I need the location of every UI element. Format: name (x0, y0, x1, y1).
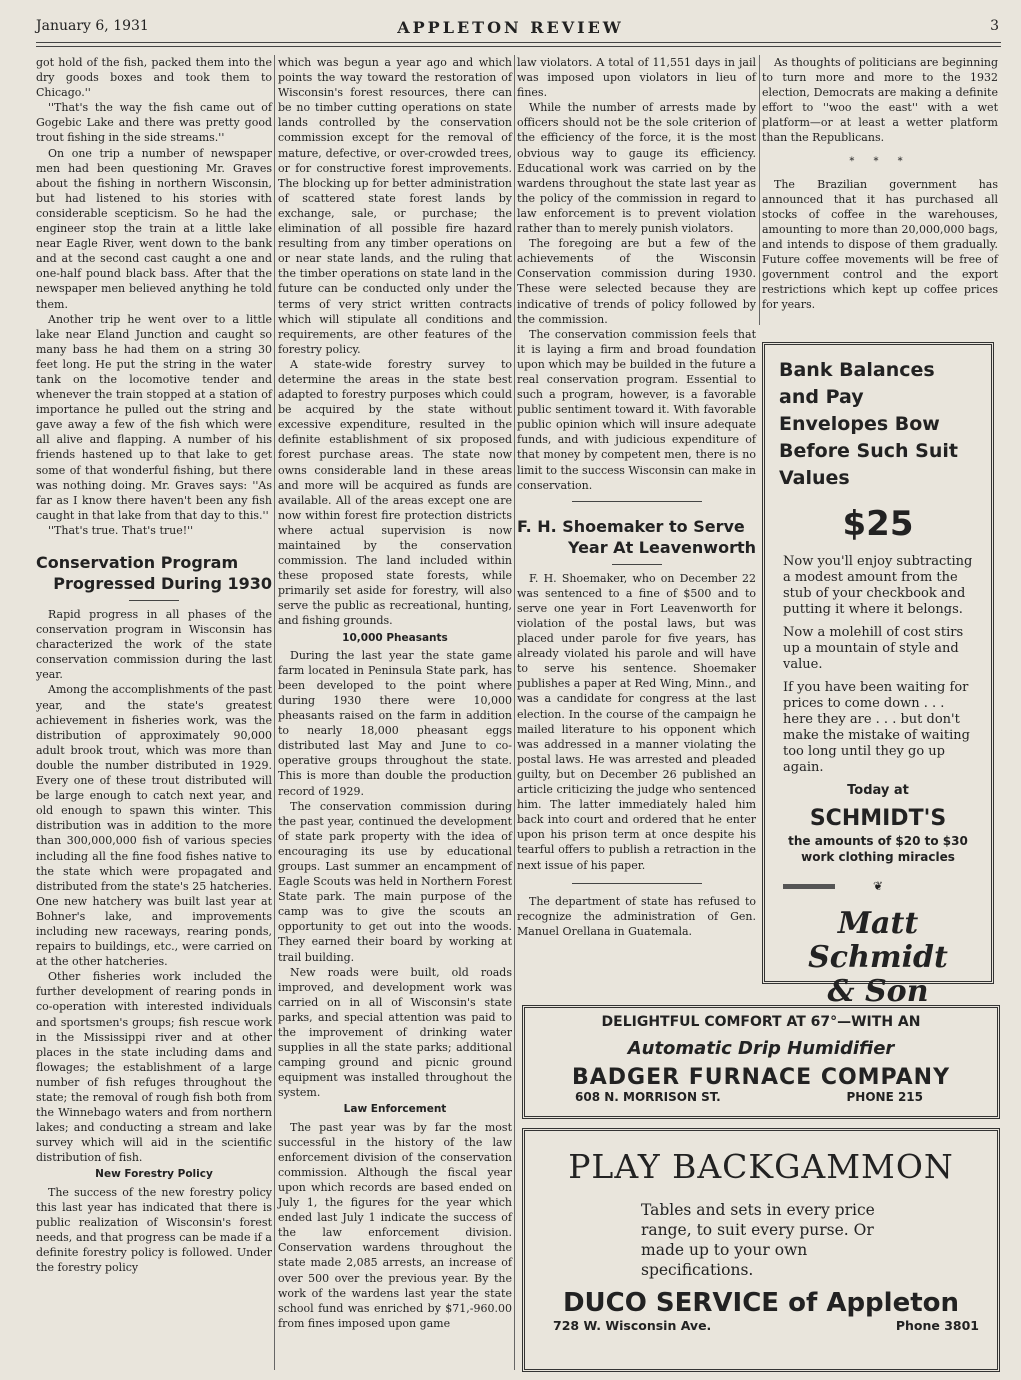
ad-headline: PLAY BACKGAMMON (568, 1147, 954, 1186)
issue-date: January 6, 1931 (36, 18, 149, 34)
column-1 (36, 55, 272, 1275)
ad-company: BADGER FURNACE COMPANY (571, 1065, 951, 1090)
article-paragraph: Other fisheries work included the further development of rearing ponds in co-operation with interested individuals and sportsmen's groups; fish rescue work in the Mississippi river and at other places in the state including dams and flowages; the establishment of a large number of fish refuges throughout the state; the removal of rough fish both from the Winnebago waters and from northern lakes; and conducting a stream and lake survey which will aid in the scientific distribution of fish. (36, 970, 272, 1165)
divider (612, 564, 662, 565)
article-headline (36, 552, 272, 594)
badger-furnace-ad (522, 1005, 1000, 1119)
article-paragraph: Another trip he went over to a little lake near Eland Junction and caught so many bass he had them on a string 30 feet long. He put the string in the water tank on the locomotive tender and whenever the train stopped at a station of importance he pulled out the string and gave away a few of the fish which were all alive and flapping. A number of his friends hastened up to that lake to get some of that wonderful fishing, but there was nothing doing. Mr. Graves says: ''As far as I know there haven't been any fish caught in that lake from that day to this.'' (36, 312, 272, 522)
flourish-icon: ❦ (872, 879, 884, 893)
ad-signature (779, 907, 977, 1009)
ad-product: Automatic Drip Humidifier (627, 1038, 895, 1059)
ad-amounts: the amounts of $20 to $30 work clothing miracles (788, 834, 968, 864)
article-paragraph: Rapid progress in all phases of the conservation program in Wisconsin has characterized the work of the state conservation commission during the last year. (36, 608, 272, 682)
headline-line: Conservation Program (36, 553, 239, 572)
ad-today-at: Today at (847, 783, 909, 798)
ad-address: 608 N. MORRISON ST. (575, 1090, 721, 1104)
ad-line: DELIGHTFUL COMFORT AT 67°—WITH AN (601, 1014, 921, 1030)
article-paragraph: got hold of the fish, packed them into the dry goods boxes and took them to Chicago.'' (36, 56, 272, 100)
duco-backgammon-ad (522, 1128, 1000, 1372)
publication-title: APPLETON REVIEW (397, 18, 624, 37)
page-number: 3 (990, 18, 999, 34)
ad-phone: Phone 3801 (895, 1318, 979, 1333)
article-paragraph: The success of the new forestry policy this last year has indicated that there is public realization of Wisconsin's forest needs, and that progress can be made if a definite forestry policy is followed. Under the forestry policy (36, 1185, 272, 1275)
column-3 (517, 55, 756, 939)
ad-paragraph: Now a molehill of cost stirs up a mountain of style and value. (783, 625, 964, 672)
divider (572, 501, 702, 502)
ornament-bar (783, 884, 835, 889)
article-paragraph: The foregoing are but a few of the achievements of the Wisconsin Conservation commission during 1930. These were selected because they are indicative of trends of policy followed by the commission. (517, 237, 756, 326)
ad-address: 728 W. Wisconsin Ave. (553, 1318, 712, 1333)
header-rule (36, 42, 1001, 43)
ad-store-name: SCHMIDT'S (809, 806, 947, 831)
article-paragraph: ''That's the way the fish came out of Gogebic Lake and there was pretty good trout fishing in the side streams.'' (36, 101, 272, 145)
column-divider (759, 55, 760, 325)
column-divider (274, 55, 275, 1370)
article-headline (517, 516, 756, 558)
headline-line: Progressed During 1930 (53, 574, 272, 593)
article-paragraph: The conservation commission feels that it is laying a firm and broad foundation upon which may be builded in the future a real conservation program. Essential to such a program, however, is a favorable public sentiment toward it. With favorable public opinion which will insure adequate funds, and with judicious expenditure of that money by competent men, there is no limit to the success Wisconsin can make in conservation. (517, 327, 756, 492)
ad-phone: PHONE 215 (846, 1090, 923, 1104)
article-paragraph: A state-wide forestry survey to determine the areas in the state best adapted to forestry purposes which could be acquired by the state without excessive expenditure, resulted in the definite establishment of six proposed forest purchase areas. The state now owns considerable land in these areas and more will be acquired as funds are available. All of the areas except one are now within forest fire protection districts where actual supervision is now maintained by the conservation commission. The land included within these proposed state forests, while primarily set aside for forestry, will also serve the public as recreational, hunting, and fishing grounds. (278, 357, 512, 628)
article-paragraph: While the number of arrests made by officers should not be the sole criterion of the efficiency of the force, it is the most obvious way to gauge its efficiency. Educational work was carried on by the wardens throughout the state last year as the policy of the commission in regard to law enforcement is to prevent violation rather than to merely punish violators. (517, 101, 756, 236)
article-paragraph: F. H. Shoemaker, who on December 22 was sentenced to a fine of $500 and to serve one year in Fort Leavenworth for violation of the postal laws, but was placed under parole for five years, has already violated his parole and will have to serve his sentence. Shoemaker publishes a paper at Red Wing, Minn., and was a candidate for congress at the last election. In the course of the campaign he mailed literature to his opponent which was addressed in a manner violating the postal laws. He was arrested and pleaded guilty, but on December 26 published an article criticizing the judge who sentenced him. The latter immediately haled him back into court and ordered that he enter upon his prison term at once despite his tearful offers to publish a retraction in the next issue of his paper. (517, 571, 756, 872)
article-paragraph: Among the accomplishments of the past year, and the state's greatest achievement in fisheries work, was the distribution of approximately 90,000 adult brook trout, which was more than double the number distributed in 1929. Every one of these trout distributed will be large enough to catch next year, and old enough to spawn this winter. This distribution was in addition to the more than 300,000,000 fish of various species including all the fine food fishes native to the state which were propagated and distributed from the state's 25 hatcheries. One new hatchery was built last year at Bohner's lake, and improvements including new raceways, rearing ponds, repairs to buildings, etc., were carried on at the other hatcheries. (36, 683, 272, 969)
divider (129, 600, 179, 601)
article-paragraph: The Brazilian government has announced that it has purchased all stocks of coffee in the warehouses, amounting to more than 20,000,000 bags, and intends to dispose of them gradually. Future coffee movements will be free of government control and the export restrictions which kept up coffee prices for years. (762, 177, 998, 312)
section-stars: * * * (849, 155, 911, 167)
page-header (0, 0, 1021, 44)
article-paragraph: The department of state has refused to recognize the administration of Gen. Manuel Orellana in Guatemala. (517, 894, 756, 938)
article-paragraph: ''That's true. That's true!'' (48, 523, 194, 537)
column-4 (762, 55, 998, 313)
column-2 (278, 55, 512, 1331)
subheading: Law Enforcement (343, 1103, 447, 1116)
article-paragraph: New roads were built, old roads improved, and development work was carried on in all of Wisconsin's state parks, and special attention was paid to the improvement of drinking water supplies in all the state parks; additional camping ground and picnic ground equipment was installed throughout the system. (278, 965, 512, 1100)
ad-brand: DUCO SERVICE of Appleton (562, 1288, 960, 1318)
ad-paragraph: Now you'll enjoy subtracting a modest amount from the stub of your checkbook and putting it where it belongs. (783, 554, 973, 617)
ad-paragraph: If you have been waiting for prices to come down . . . here they are . . . but don't make the mistake of waiting too long until they go up again. (783, 680, 970, 775)
ornament (783, 879, 973, 893)
headline-line: F. H. Shoemaker to Serve (517, 516, 745, 536)
ad-text: Tables and sets in every price range, to suit every purse. Or made up to your own specifications. (641, 1201, 875, 1279)
divider (572, 883, 702, 884)
column-divider (514, 55, 515, 1370)
headline-line: Year At Leavenworth (567, 537, 756, 557)
schmidt-suit-ad (762, 342, 994, 1009)
ad-contact-row (535, 1090, 987, 1104)
ad-body (779, 554, 977, 776)
subheading: New Forestry Policy (95, 1168, 213, 1181)
header-rule-thin (36, 46, 1001, 47)
signature-line: & Son (827, 974, 929, 1009)
ad-headline: Bank Balances and Pay Envelopes Bow Before Such Suit Values (779, 359, 958, 489)
article-paragraph: which was begun a year ago and which points the way toward the restoration of Wisconsin's forest resources, there can be no timber cutting operations on state lands controlled by the conservation commission except for the removal of mature, defective, or over-crowded trees, or for constructive forest improvements. The blocking up for better administration of scattered state forest lands by exchange, sale, or purchase; the elimination of all possible fire hazard resulting from any timber operations on or near state lands, and the ruling that the timber operations on state land in the future can be conducted only under the terms of very strict written contracts which will stipulate all conditions and requirements, are other features of the forestry policy. (278, 56, 512, 356)
signature-line: Matt Schmidt (808, 906, 948, 975)
article-paragraph: The conservation commission during the past year, continued the development of state park property with the idea of encouraging its use by educational groups. Last summer an encampment of Eagle Scouts was held in Northern Forest State park. The main purpose of the camp was to give the scouts an opportunity to get out into the woods. They earned their board by working at trail building. (278, 799, 512, 964)
article-paragraph: During the last year the state game farm located in Peninsula State park, has been developed to the point where during 1930 there were 10,000 pheasants raised on the farm in addition to nearly 18,000 pheasant eggs distributed last May and June to co-operative groups throughout the state. This is more than double the production record of 1929. (278, 648, 512, 798)
article-paragraph: The past year was by far the most successful in the history of the law enforcement division of the conservation commission. Although the fiscal year upon which records are based ended on July 1, the figures for the year which ended last July 1 indicate the success of the law enforcement division. Conservation wardens throughout the state made 2,085 arrests, an increase of over 500 over the previous year. By the work of the wardens last year the state school fund was enriched by $71,-960.00 from fines imposed upon game (278, 1120, 512, 1330)
subheading: 10,000 Pheasants (342, 631, 448, 644)
article-paragraph: On one trip a number of newspaper men had been questioning Mr. Graves about the fishing in northern Wisconsin, but had listened to his stories with considerable scepticism. So he had the engineer stop the train at a little lake near Eagle River, went down to the bank and at the second cast caught a one and one-half pound black bass. After that the newspaper men believed anything he told them. (36, 146, 272, 311)
ad-contact-row (539, 1318, 983, 1333)
article-paragraph: law violators. A total of 11,551 days in jail was imposed upon violators in lieu of fines. (517, 56, 756, 100)
article-paragraph: As thoughts of politicians are beginning to turn more and more to the 1932 election, Democrats are making a definite effort to ''woo the east'' with a wet platform—or at least a wetter platform than the Republicans. (762, 56, 998, 145)
ad-price: $25 (842, 504, 914, 544)
